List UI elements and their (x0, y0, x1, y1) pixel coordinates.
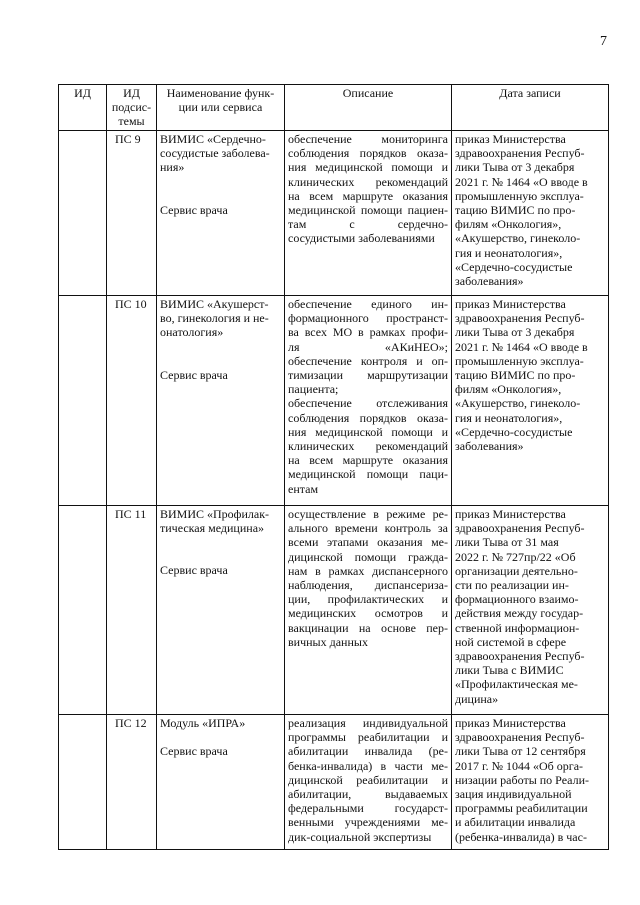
text-line: медицинской помощи пациен- (288, 203, 448, 218)
row-description-cell (285, 131, 452, 296)
text-line: обеспечение отслеживания (288, 396, 448, 411)
text-line: «Профилактическая ме- (455, 677, 578, 692)
text-line: осуществление в режиме ре- (288, 507, 448, 521)
row-subsystem-cell: ПС 11 (107, 506, 157, 715)
text-line: ального времени контроль за (288, 521, 448, 536)
cell-spacer (160, 535, 281, 563)
text-line: «Акушерство, гинеколо- (455, 396, 581, 411)
text-line: лики Тыва с ВИМИС (455, 663, 564, 678)
text-line: 2021 г. № 1464 «О вводе в (455, 174, 588, 189)
text-line: здравоохранения Респуб- (455, 521, 585, 536)
text-line: ния медицинской помощи и (288, 424, 448, 439)
text-line: лики Тыва от 3 декабря (455, 325, 575, 340)
text-line: приказ Министерства (455, 716, 566, 730)
text-line: приказ Министерства (455, 507, 566, 521)
text-line: здравоохранения Респуб- (455, 146, 585, 161)
row-subsystem-cell: ПС 12 (107, 715, 157, 850)
text-line: дик-социальной экспертизы (288, 829, 432, 844)
text-line: на всем маршруте оказания (288, 188, 448, 203)
row-record-date-cell (452, 131, 609, 296)
text-line: ВИМИС «Профилак- (160, 507, 270, 521)
text-line: ва всех МО в рамках профи- (288, 325, 448, 340)
text-line: дицинской реабилитации и (288, 772, 448, 787)
text-line: лики Тыва от 31 мая (455, 535, 559, 550)
text-line: гия и неонатология», (455, 410, 563, 425)
text-line: темы (118, 114, 145, 129)
text-line: формационного пространст- (288, 311, 448, 326)
text-line: ля «АКиНЕО»; (288, 339, 448, 354)
text-line: филям «Онкология», (455, 217, 562, 232)
text-line: 2022 г. № 727пр/22 «Об (455, 549, 576, 564)
text-line: наблюдения, диспансериза- (288, 578, 448, 593)
text-line: венными учреждениями ме- (288, 815, 448, 830)
text-line: и абилитации инвалида (455, 815, 576, 830)
text-line: 2017 г. № 1044 «Об орга- (455, 758, 584, 773)
row-record-date-cell (452, 506, 609, 715)
text-line: промышленную эксплуа- (455, 188, 584, 203)
text-line: бенка-инвалида) в части ме- (288, 758, 448, 773)
text-line: гия и неонатология», (455, 245, 563, 260)
text-line: дицинской помощи гражда- (288, 549, 448, 564)
text-line: лики Тыва от 12 сентября (455, 744, 586, 759)
text-line: действия между государ- (455, 606, 584, 621)
text-line: здравоохранения Респуб- (455, 730, 585, 745)
header-description: Описание (285, 85, 452, 131)
text-line: ции или сервиса (178, 100, 263, 115)
text-line: ВИМИС «Акушерст- (160, 297, 269, 311)
text-line: сти по реализации ин- (455, 578, 569, 593)
text-line: соблюдения порядков оказа- (288, 146, 448, 161)
row-description-cell (285, 506, 452, 715)
text-line: ния» (160, 160, 185, 175)
text-line: во, гинекология и не- (160, 311, 269, 326)
text-line: ной системой в сфере (455, 634, 567, 649)
text-line: там с сердечно- (288, 217, 448, 232)
row-record-date-cell (452, 715, 609, 850)
text-line: заболевания» (455, 439, 524, 454)
cell-spacer (160, 340, 281, 368)
subsystems-table (58, 84, 609, 850)
text-line: зация индивидуальной (455, 787, 572, 802)
row-id-cell (59, 506, 107, 715)
text-line: филям «Онкология», (455, 382, 562, 397)
text-line: медицинских осмотров и (288, 606, 448, 621)
text-line: ИД (123, 86, 140, 100)
text-line: тимизации маршрутизации (288, 368, 448, 383)
function-name (160, 716, 281, 730)
text-line: всеми этапами оказания ме- (288, 535, 448, 550)
header-subsystem-id (107, 85, 157, 131)
text-line: лики Тыва от 3 декабря (455, 160, 575, 175)
function-name (160, 132, 281, 175)
text-line: обеспечение мониторинга (288, 132, 448, 146)
text-line: нам в рамках диспансерного (288, 563, 448, 578)
row-id-cell (59, 715, 107, 850)
service-label: Сервис врача (160, 563, 228, 578)
text-line: соблюдения порядков оказа- (288, 410, 448, 425)
row-description-cell (285, 715, 452, 850)
text-line: абилитации инвалида (ре- (288, 744, 448, 759)
row-subsystem-cell: ПС 10 (107, 296, 157, 506)
text-line: абилитации, выдаваемых (288, 787, 448, 802)
cell-spacer (160, 175, 281, 203)
service-label: Сервис врача (160, 202, 228, 217)
text-line: приказ Министерства (455, 297, 566, 311)
row-description-cell (285, 296, 452, 506)
text-line: низации работы по Реали- (455, 772, 590, 787)
page-number: 7 (600, 34, 607, 49)
text-line: клинических рекомендаций (288, 174, 448, 189)
text-line: дицина» (455, 691, 499, 706)
text-line: программы реабилитации и (288, 730, 448, 745)
row-name-cell (157, 715, 285, 850)
text-line: формационного взаимо- (455, 592, 579, 607)
text-line: сосудистыми заболеваниями (288, 231, 435, 246)
row-name-cell (157, 506, 285, 715)
row-record-date-cell (452, 296, 609, 506)
text-line: обеспечение единого ин- (288, 297, 448, 311)
table-row (59, 296, 609, 506)
text-line: тацию ВИМИС по про- (455, 203, 576, 218)
table-header-row (59, 85, 609, 131)
text-line: обеспечение контроля и оп- (288, 353, 448, 368)
text-line: программы реабилитации (455, 801, 588, 816)
text-line: организации деятельно- (455, 563, 578, 578)
header-record-date: Дата записи (452, 85, 609, 131)
text-line: медицинской помощи паци- (288, 467, 448, 482)
text-line: заболевания» (455, 274, 524, 289)
text-line: Наименование функ- (166, 86, 275, 100)
text-line: вакцинации на основе пер- (288, 620, 448, 635)
text-line: приказ Министерства (455, 132, 566, 146)
cell-spacer (160, 730, 281, 744)
text-line: «Акушерство, гинеколо- (455, 231, 581, 246)
text-line: 2021 г. № 1464 «О вводе в (455, 339, 588, 354)
text-line: здравоохранения Респуб- (455, 649, 585, 664)
table-row (59, 506, 609, 715)
text-line: пациента; (288, 382, 339, 397)
row-id-cell (59, 296, 107, 506)
text-line: ния медицинской помощи и (288, 160, 448, 175)
text-line: онатология» (160, 325, 224, 340)
text-line: ственной информацион- (455, 620, 580, 635)
text-line: сосудистые заболева- (160, 146, 270, 161)
service-label: Сервис врача (160, 367, 228, 382)
text-line: (ребенка-инвалида) в час- (455, 829, 587, 844)
text-line: реализация индивидуальной (288, 716, 448, 730)
text-line: ентам (288, 481, 319, 496)
text-line: на всем маршруте оказания (288, 453, 448, 468)
row-name-cell (157, 131, 285, 296)
text-line: тическая медицина» (160, 521, 265, 536)
service-label: Сервис врача (160, 744, 228, 759)
row-name-cell (157, 296, 285, 506)
header-function-name (157, 85, 285, 131)
text-line: «Сердечно-сосудистые (455, 259, 573, 274)
function-name (160, 297, 281, 340)
text-line: Модуль «ИПРА» (160, 716, 246, 730)
table-row (59, 131, 609, 296)
text-line: федеральными государст- (288, 801, 448, 816)
row-id-cell (59, 131, 107, 296)
text-line: клинических рекомендаций (288, 439, 448, 454)
function-name (160, 507, 281, 535)
text-line: тацию ВИМИС по про- (455, 368, 576, 383)
table-row (59, 715, 609, 850)
text-line: «Сердечно-сосудистые (455, 424, 573, 439)
text-line: здравоохранения Респуб- (455, 311, 585, 326)
text-line: ВИМИС «Сердечно- (160, 132, 266, 146)
row-subsystem-cell: ПС 9 (107, 131, 157, 296)
header-id: ИД (59, 85, 107, 131)
text-line: промышленную эксплуа- (455, 353, 584, 368)
text-line: вичных данных (288, 634, 368, 649)
text-line: ции, профилактических и (288, 592, 448, 607)
text-line: подсис- (111, 100, 152, 115)
